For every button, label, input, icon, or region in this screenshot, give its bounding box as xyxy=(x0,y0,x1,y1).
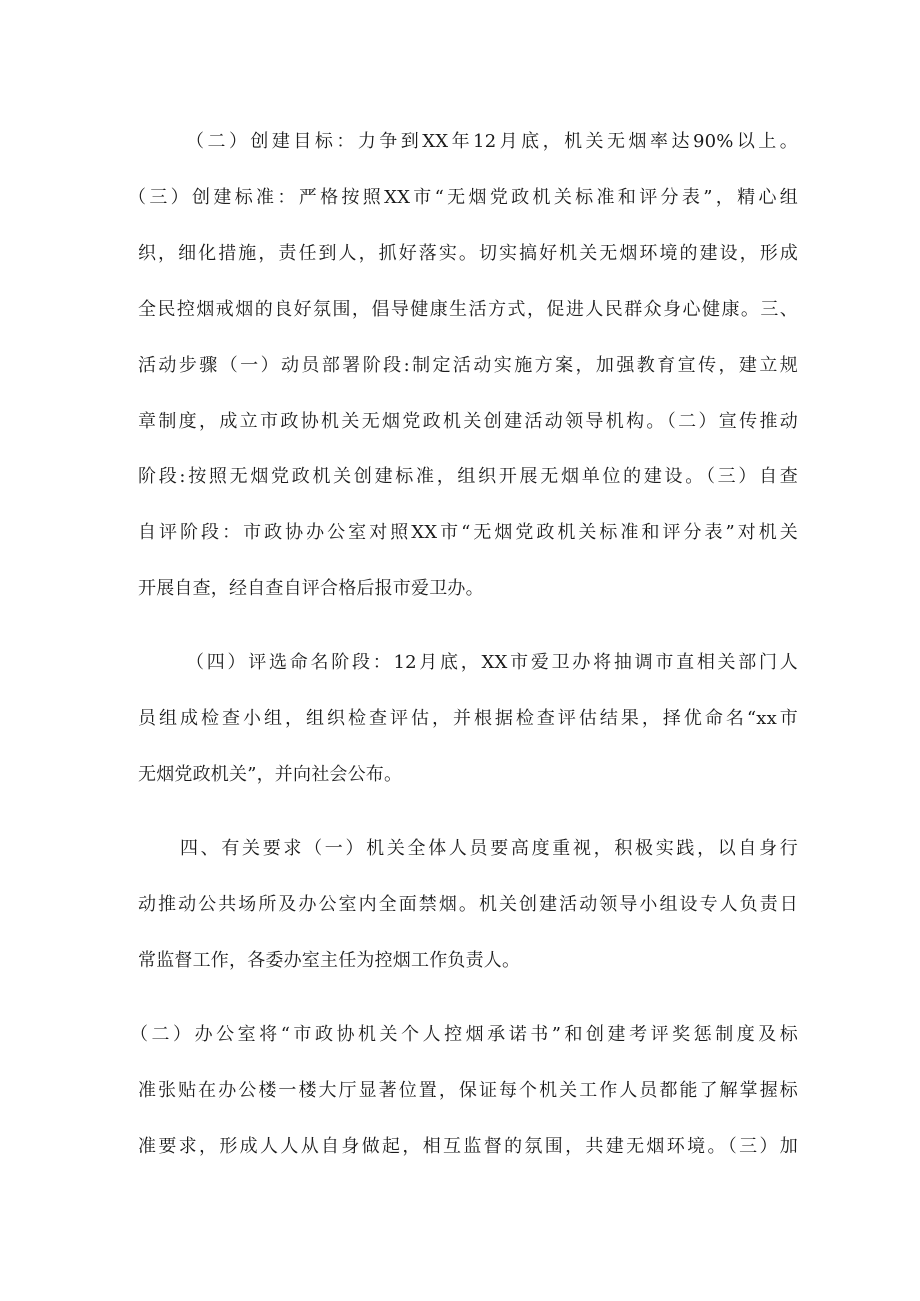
paragraph-line: 全民控烟戒烟的良好氛围，倡导健康生活方式，促进人民群众身心健康。三、 xyxy=(138,299,798,320)
paragraph-line: 开展自查，经自查自评合格后报市爱卫办。 xyxy=(138,578,484,599)
paragraph-line: 动推动公共场所及办公室内全面禁烟。机关创建活动领导小组设专人负责日 xyxy=(138,894,798,915)
paragraph-line: 活动步骤（一）动员部署阶段:制定活动实施方案，加强教育宣传，建立规 xyxy=(138,355,798,376)
paragraph-line: 准张贴在办公楼一楼大厅显著位置，保证每个机关工作人员都能了解掌握标 xyxy=(138,1080,798,1101)
paragraph-line: 员组成检查小组，组织检查评估，并根据检查评估结果，择优命名“xx市 xyxy=(138,708,798,729)
paragraph-line: 自评阶段：市政协办公室对照XX市“无烟党政机关标准和评分表”对机关 xyxy=(138,522,798,543)
paragraph-line: 常监督工作，各委办室主任为控烟工作负责人。 xyxy=(138,950,521,971)
paragraph-line: （四）评选命名阶段：12月底，XX市爱卫办将抽调市直相关部门人 xyxy=(186,652,798,673)
paragraph-line: 章制度，成立市政协机关无烟党政机关创建活动领导机构。（二）宣传推动 xyxy=(138,411,798,432)
paragraph-line: 织，细化措施，责任到人，抓好落实。切实搞好机关无烟环境的建设，形成 xyxy=(138,243,798,264)
paragraph-line: 无烟党政机关”，并向社会公布。 xyxy=(138,764,403,785)
paragraph-line: （二）办公室将“市政协机关个人控烟承诺书”和创建考评奖惩制度及标 xyxy=(130,1024,798,1045)
paragraph-line: 四、有关要求（一）机关全体人员要高度重视，积极实践，以自身行 xyxy=(180,838,798,859)
paragraph-line: 阶段:按照无烟党政机关创建标准，组织开展无烟单位的建设。（三）自查 xyxy=(138,466,798,487)
paragraph-line: （二）创建目标：力争到XX年12月底，机关无烟率达90%以上。 xyxy=(186,131,798,152)
paragraph-line: 准要求，形成人人从自身做起，相互监督的氛围，共建无烟环境。（三）加 xyxy=(138,1136,798,1157)
paragraph-line: （三）创建标准：严格按照XX市“无烟党政机关标准和评分表”，精心组 xyxy=(128,187,798,208)
